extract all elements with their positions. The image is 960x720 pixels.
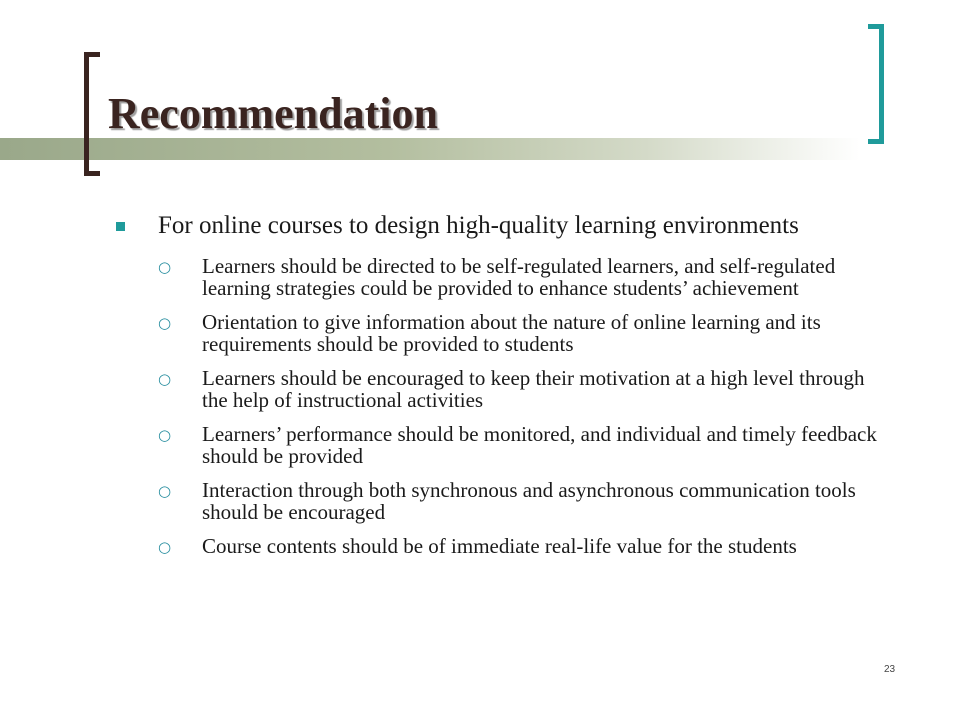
open-circle-bullet-icon: ○	[158, 426, 172, 444]
sub-bullet	[158, 367, 890, 411]
open-circle-bullet-icon: ○	[158, 482, 172, 500]
open-circle-bullet-icon: ○	[158, 538, 172, 556]
sub-bullet	[158, 255, 890, 299]
sub-bullet-text: Learners’ performance should be monitored, and individual and timely feedback should be provided	[202, 422, 877, 468]
sub-bullet-text: Learners should be directed to be self-regulated learners, and self-regulated learning strategies could be provided to enhance students’ achievement	[202, 254, 836, 300]
open-circle-bullet-icon: ○	[158, 370, 172, 388]
right-bracket-decoration	[868, 24, 884, 144]
sub-bullet-text: Course contents should be of immediate real-life value for the students	[202, 534, 797, 558]
open-circle-bullet-icon: ○	[158, 314, 172, 332]
sub-bullet	[158, 423, 890, 467]
main-bullet	[110, 211, 890, 241]
left-bracket-decoration	[84, 52, 100, 176]
square-bullet-icon	[116, 222, 125, 231]
sub-bullet-text: Interaction through both synchronous and asynchronous communication tools should be encouraged	[202, 478, 856, 524]
title-band	[0, 138, 860, 160]
sub-bullet	[158, 311, 890, 355]
sub-bullet	[158, 479, 890, 523]
sub-bullet-list	[110, 255, 890, 557]
page-number: 23	[884, 664, 896, 675]
open-circle-bullet-icon: ○	[158, 258, 172, 276]
sub-bullet-text: Orientation to give information about the nature of online learning and its requirements should be provided to students	[202, 310, 821, 356]
sub-bullet-text: Learners should be encouraged to keep their motivation at a high level through the help of instructional activities	[202, 366, 865, 412]
slide-content	[110, 211, 890, 569]
sub-bullet	[158, 535, 890, 557]
main-bullet-text: For online courses to design high-quality learning environments	[158, 212, 799, 239]
slide-title: Recommendation	[108, 89, 438, 138]
